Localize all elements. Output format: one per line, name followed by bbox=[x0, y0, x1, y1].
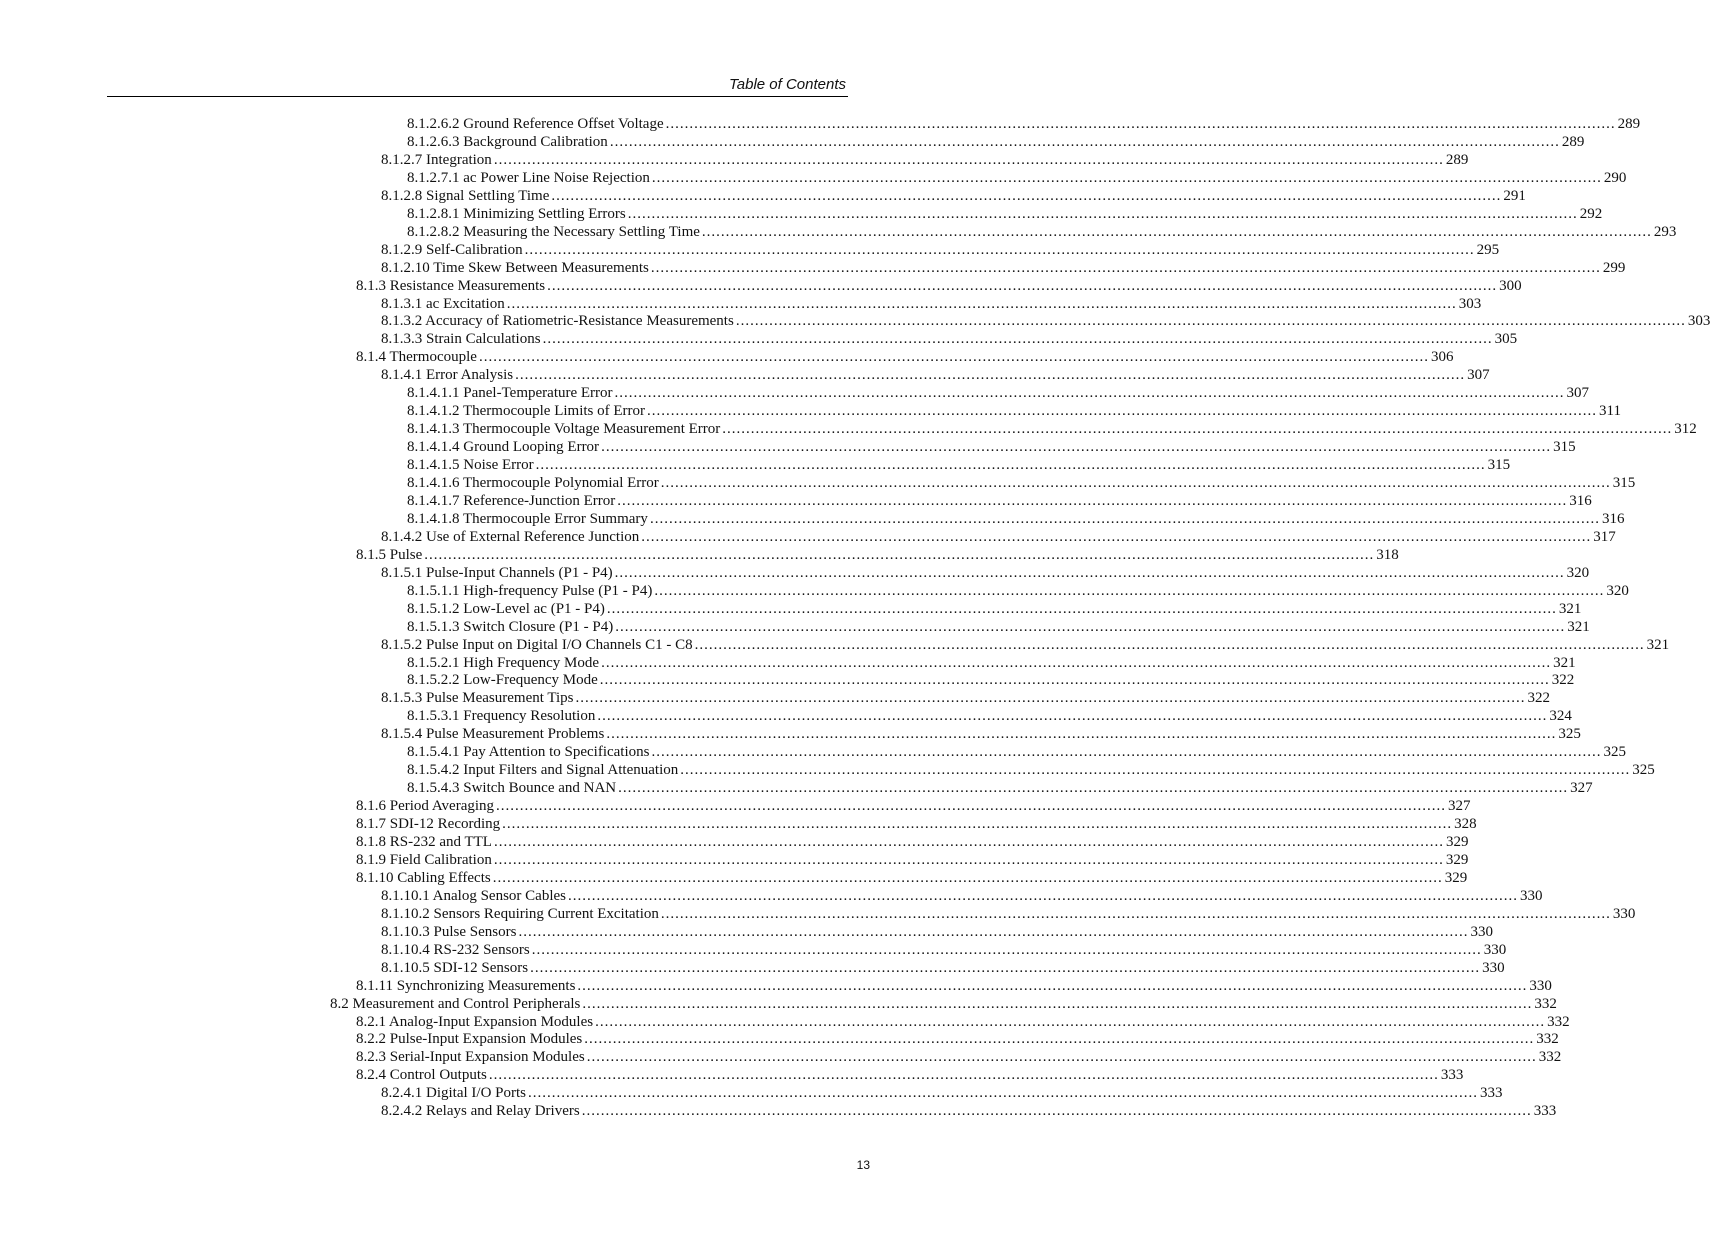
toc-entry[interactable] bbox=[407, 671, 1575, 689]
toc-entry-page: 321 bbox=[1558, 600, 1582, 617]
toc-entry-title: 8.1.10.5 SDI-12 Sensors bbox=[381, 959, 529, 976]
toc-entry[interactable] bbox=[407, 474, 1636, 492]
toc-entry-title: 8.1.2.9 Self-Calibration bbox=[381, 241, 523, 258]
toc-entry[interactable] bbox=[407, 384, 1590, 402]
dot-leader: ........................................................................................................................................................................................................ bbox=[493, 834, 1444, 850]
toc-entry-title: 8.1.9 Field Calibration bbox=[356, 851, 492, 868]
toc-entry[interactable] bbox=[381, 905, 1636, 923]
toc-entry[interactable] bbox=[407, 438, 1576, 456]
toc-entry[interactable] bbox=[407, 761, 1655, 779]
dot-leader: ........................................................................................................................................................................................................ bbox=[735, 313, 1686, 330]
toc-entry-page: 321 bbox=[1567, 618, 1590, 635]
toc-entry-page: 299 bbox=[1602, 259, 1626, 276]
toc-entry-title: 8.1.4.1.4 Ground Looping Error bbox=[407, 439, 600, 456]
toc-entry-page: 315 bbox=[1553, 439, 1576, 456]
toc-entry[interactable] bbox=[381, 528, 1616, 546]
dot-leader: ........................................................................................................................................................................................................ bbox=[547, 277, 1498, 294]
toc-entry-title: 8.1.11 Synchronizing Measurements bbox=[356, 977, 576, 994]
toc-entry-title: 8.2.3 Serial-Input Expansion Modules bbox=[356, 1049, 585, 1066]
dot-leader: ........................................................................................................................................................................................................ bbox=[528, 1085, 1478, 1102]
toc-entry[interactable] bbox=[381, 330, 1518, 348]
dot-leader: ........................................................................................................................................................................................................ bbox=[660, 905, 1611, 922]
dot-leader: ........................................................................................................................................................................................................ bbox=[530, 959, 1481, 976]
toc-entry-page: 322 bbox=[1551, 672, 1575, 689]
toc-entry-page: 324 bbox=[1549, 708, 1572, 725]
toc-entry[interactable] bbox=[381, 941, 1507, 959]
dot-leader: ........................................................................................................................................................................................................ bbox=[599, 672, 1550, 689]
toc-entry-title: 8.1.5.2 Pulse Input on Digital I/O Channels C1 - C8 bbox=[381, 636, 693, 653]
toc-entry-page: 321 bbox=[1646, 636, 1670, 653]
dot-leader: ........................................................................................................................................................................................................ bbox=[493, 851, 1444, 868]
dot-leader: ........................................................................................................................................................................................................ bbox=[496, 798, 1447, 815]
toc-entry[interactable] bbox=[356, 833, 1469, 851]
toc-entry-title: 8.1.5.3.1 Frequency Resolution bbox=[407, 708, 596, 725]
toc-entry[interactable] bbox=[407, 600, 1582, 618]
dot-leader: ........................................................................................................................................................................................................ bbox=[614, 564, 1565, 581]
dot-leader: ........................................................................................................................................................................................................ bbox=[606, 600, 1557, 617]
dot-leader: ........................................................................................................................................................................................................ bbox=[502, 816, 1453, 833]
toc-entry-page: 329 bbox=[1444, 869, 1468, 886]
toc-entry[interactable] bbox=[356, 1013, 1570, 1031]
dot-leader: ........................................................................................................................................................................................................ bbox=[582, 995, 1533, 1012]
dot-leader: ........................................................................................................................................................................................................ bbox=[535, 457, 1486, 474]
toc-entry[interactable] bbox=[407, 205, 1603, 223]
toc-entry-title: 8.1.3.1 ac Excitation bbox=[381, 295, 505, 312]
dot-leader: ........................................................................................................................................................................................................ bbox=[614, 385, 1565, 402]
toc-entry-title: 8.2 Measurement and Control Peripherals bbox=[330, 995, 581, 1012]
toc-entry[interactable] bbox=[381, 689, 1551, 707]
toc-entry-title: 8.1.5.2.1 High Frequency Mode bbox=[407, 654, 600, 671]
toc-entry-page: 325 bbox=[1603, 744, 1626, 761]
dot-leader: ........................................................................................................................................................................................................ bbox=[424, 546, 1375, 563]
dot-leader: ........................................................................................................................................................................................................ bbox=[647, 403, 1598, 420]
toc-entry[interactable] bbox=[407, 582, 1629, 600]
toc-entry-title: 8.1.5.4.1 Pay Attention to Specifications bbox=[407, 744, 650, 761]
toc-entry-page: 316 bbox=[1569, 492, 1592, 509]
toc-entry-page: 333 bbox=[1533, 1103, 1557, 1120]
toc-entry-title: 8.2.4.2 Relays and Relay Drivers bbox=[381, 1103, 580, 1120]
toc-entry-title: 8.2.2 Pulse-Input Expansion Modules bbox=[356, 1031, 583, 1048]
dot-leader: ........................................................................................................................................................................................................ bbox=[597, 708, 1548, 725]
toc-entry-title: 8.1.7 SDI-12 Recording bbox=[356, 816, 501, 833]
toc-entry[interactable] bbox=[407, 743, 1626, 761]
dot-leader: ........................................................................................................................................................................................................ bbox=[488, 1067, 1439, 1084]
toc-entry[interactable] bbox=[356, 1048, 1562, 1066]
toc-entry-page: 330 bbox=[1520, 887, 1543, 904]
toc-entry[interactable] bbox=[356, 977, 1552, 995]
toc-entry-title: 8.1.5 Pulse bbox=[356, 546, 423, 563]
toc-entry-page: 320 bbox=[1566, 564, 1590, 581]
dot-leader: ........................................................................................................................................................................................................ bbox=[531, 941, 1482, 958]
toc-entry-page: 291 bbox=[1503, 187, 1526, 204]
toc-entry-title: 8.1.4.1.5 Noise Error bbox=[407, 457, 534, 474]
toc-entry-title: 8.2.4 Control Outputs bbox=[356, 1067, 487, 1084]
dot-leader: ........................................................................................................................................................................................................ bbox=[615, 618, 1566, 635]
dot-leader: ........................................................................................................................................................................................................ bbox=[577, 977, 1528, 994]
toc-entry-page: 316 bbox=[1601, 510, 1625, 527]
dot-leader: ........................................................................................................................................................................................................ bbox=[606, 726, 1557, 743]
dot-leader: ........................................................................................................................................................................................................ bbox=[609, 133, 1560, 150]
dot-leader: ........................................................................................................................................................................................................ bbox=[641, 528, 1592, 545]
dot-leader: ........................................................................................................................................................................................................ bbox=[478, 349, 1429, 366]
dot-leader: ........................................................................................................................................................................................................ bbox=[506, 295, 1457, 312]
toc-entry-page: 333 bbox=[1480, 1085, 1503, 1102]
toc-entry-page: 317 bbox=[1593, 528, 1616, 545]
dot-leader: ........................................................................................................................................................................................................ bbox=[617, 492, 1568, 509]
toc-entry-page: 330 bbox=[1470, 923, 1493, 940]
toc-entry-page: 325 bbox=[1632, 762, 1655, 779]
dot-leader: ........................................................................................................................................................................................................ bbox=[627, 205, 1578, 222]
dot-leader: ........................................................................................................................................................................................................ bbox=[492, 869, 1443, 886]
toc-entry-title: 8.1.2.6.2 Ground Reference Offset Voltage bbox=[407, 116, 664, 132]
toc-entry-page: 330 bbox=[1483, 941, 1507, 958]
dot-leader: ........................................................................................................................................................................................................ bbox=[650, 259, 1601, 276]
toc-entry[interactable] bbox=[381, 366, 1490, 384]
dot-leader: ........................................................................................................................................................................................................ bbox=[542, 331, 1493, 348]
toc-entry-title: 8.1.10.3 Pulse Sensors bbox=[381, 923, 517, 940]
toc-entry[interactable] bbox=[381, 295, 1482, 313]
toc-entry-title: 8.1.8 RS-232 and TTL bbox=[356, 834, 492, 850]
dot-leader: ........................................................................................................................................................................................................ bbox=[722, 421, 1673, 438]
toc-entry-title: 8.1.2.7 Integration bbox=[381, 151, 492, 168]
toc-entry-page: 325 bbox=[1558, 726, 1581, 743]
toc-entry-page: 318 bbox=[1376, 546, 1399, 563]
toc-entry-title: 8.1.5.1 Pulse-Input Channels (P1 - P4) bbox=[381, 564, 613, 581]
toc-entry-title: 8.1.4.1.2 Thermocouple Limits of Error bbox=[407, 403, 646, 420]
toc-entry-title: 8.1.5.2.2 Low-Frequency Mode bbox=[407, 672, 598, 689]
toc-entry[interactable] bbox=[356, 851, 1469, 869]
dot-leader: ........................................................................................................................................................................................................ bbox=[581, 1103, 1532, 1120]
toc-entry-title: 8.1.10.4 RS-232 Sensors bbox=[381, 941, 530, 958]
toc-entry-page: 289 bbox=[1445, 151, 1469, 168]
toc-entry[interactable] bbox=[356, 546, 1399, 564]
toc-entry-page: 307 bbox=[1566, 385, 1590, 402]
toc-entry[interactable] bbox=[407, 420, 1697, 438]
toc-entry-page: 320 bbox=[1606, 582, 1629, 599]
dot-leader: ........................................................................................................................................................................................................ bbox=[524, 241, 1475, 258]
running-header-title: Table of Contents bbox=[728, 76, 846, 93]
toc-entry[interactable] bbox=[356, 815, 1477, 833]
dot-leader: ........................................................................................................................................................................................................ bbox=[701, 223, 1652, 240]
toc-entry-title: 8.1.3.2 Accuracy of Ratiometric-Resistance Measurements bbox=[381, 313, 734, 330]
header-divider bbox=[107, 96, 848, 97]
toc-entry[interactable] bbox=[356, 348, 1454, 366]
toc-entry-page: 303 bbox=[1687, 313, 1710, 330]
toc-entry-title: 8.1.5.3 Pulse Measurement Tips bbox=[381, 690, 574, 707]
dot-leader: ........................................................................................................................................................................................................ bbox=[595, 1013, 1546, 1030]
toc-entry-page: 322 bbox=[1527, 690, 1551, 707]
toc-entry-title: 8.1.6 Period Averaging bbox=[356, 798, 495, 815]
toc-entry[interactable] bbox=[356, 277, 1522, 295]
toc-entry-page: 289 bbox=[1617, 116, 1641, 132]
toc-entry-title: 8.1.2.8.1 Minimizing Settling Errors bbox=[407, 205, 626, 222]
toc-entry-title: 8.2.4.1 Digital I/O Ports bbox=[381, 1085, 526, 1102]
toc-entry-title: 8.1.4.1.7 Reference-Junction Error bbox=[407, 492, 616, 509]
dot-leader: ........................................................................................................................................................................................................ bbox=[654, 582, 1605, 599]
toc-entry-title: 8.1.10 Cabling Effects bbox=[356, 869, 491, 886]
toc-entry[interactable] bbox=[356, 797, 1471, 815]
toc-entry-title: 8.1.5.4 Pulse Measurement Problems bbox=[381, 726, 605, 743]
toc-entry[interactable] bbox=[381, 1084, 1503, 1102]
toc-entry[interactable] bbox=[356, 869, 1468, 887]
toc-entry-page: 330 bbox=[1529, 977, 1552, 994]
toc-entry[interactable] bbox=[381, 187, 1526, 205]
dot-leader: ........................................................................................................................................................................................................ bbox=[568, 887, 1518, 904]
toc-entry-title: 8.1.4.1.6 Thermocouple Polynomial Error bbox=[407, 475, 659, 491]
toc-entry[interactable] bbox=[407, 779, 1593, 797]
dot-leader: ........................................................................................................................................................................................................ bbox=[651, 744, 1602, 761]
toc-entry-title: 8.1.5.1.2 Low-Level ac (P1 - P4) bbox=[407, 600, 605, 617]
dot-leader: ........................................................................................................................................................................................................ bbox=[601, 439, 1552, 456]
toc-entry-page: 293 bbox=[1653, 223, 1677, 240]
toc-entry[interactable] bbox=[381, 241, 1500, 259]
toc-entry[interactable] bbox=[407, 223, 1677, 241]
toc-entry-page: 300 bbox=[1499, 277, 1522, 294]
toc-entry-page: 332 bbox=[1538, 1049, 1562, 1066]
toc-entry-page: 329 bbox=[1445, 834, 1469, 850]
toc-entry[interactable] bbox=[407, 654, 1576, 672]
toc-entry-page: 328 bbox=[1454, 816, 1477, 833]
dot-leader: ........................................................................................................................................................................................................ bbox=[601, 654, 1552, 671]
dot-leader: ........................................................................................................................................................................................................ bbox=[586, 1049, 1537, 1066]
toc-entry-page: 327 bbox=[1570, 780, 1593, 797]
toc-entry[interactable] bbox=[407, 492, 1592, 510]
toc-entry-title: 8.1.5.1.3 Switch Closure (P1 - P4) bbox=[407, 618, 614, 635]
dot-leader: ........................................................................................................................................................................................................ bbox=[575, 690, 1526, 707]
toc-entry[interactable] bbox=[381, 725, 1581, 743]
dot-leader: ........................................................................................................................................................................................................ bbox=[651, 169, 1602, 186]
toc-entry-page: 303 bbox=[1458, 295, 1482, 312]
toc-entry-title: 8.1.2.6.3 Background Calibration bbox=[407, 133, 608, 150]
toc-entry[interactable] bbox=[381, 959, 1505, 977]
toc-entry[interactable] bbox=[407, 402, 1621, 420]
toc-entry-title: 8.1.4.1 Error Analysis bbox=[381, 367, 514, 384]
dot-leader: ........................................................................................................................................................................................................ bbox=[551, 187, 1502, 204]
toc-entry[interactable] bbox=[407, 707, 1572, 725]
dot-leader: ........................................................................................................................................................................................................ bbox=[694, 636, 1645, 653]
toc-entry-page: 312 bbox=[1674, 421, 1697, 438]
toc-entry[interactable] bbox=[407, 115, 1641, 133]
toc-entry[interactable] bbox=[356, 1066, 1464, 1084]
toc-entry-title: 8.1.2.7.1 ac Power Line Noise Rejection bbox=[407, 169, 650, 186]
toc-entry[interactable] bbox=[381, 1102, 1557, 1120]
toc-entry-page: 311 bbox=[1599, 403, 1621, 420]
page-number: 13 bbox=[856, 1158, 870, 1172]
toc-entry-page: 329 bbox=[1445, 851, 1469, 868]
toc-entry-page: 306 bbox=[1430, 349, 1454, 366]
toc-entry[interactable] bbox=[381, 887, 1543, 905]
toc-entry-title: 8.1.3.3 Strain Calculations bbox=[381, 331, 541, 348]
toc-entry-title: 8.1.4.1.1 Panel-Temperature Error bbox=[407, 385, 613, 402]
toc-entry-page: 290 bbox=[1603, 169, 1627, 186]
toc-entry-title: 8.1.4.1.3 Thermocouple Voltage Measurement Error bbox=[407, 421, 721, 438]
dot-leader: ........................................................................................................................................................................................................ bbox=[584, 1031, 1535, 1048]
toc-entry-page: 292 bbox=[1579, 205, 1603, 222]
toc-entry[interactable] bbox=[330, 995, 1557, 1013]
toc-entry-page: 315 bbox=[1487, 457, 1511, 474]
toc-entry-title: 8.1.3 Resistance Measurements bbox=[356, 277, 546, 294]
toc-entry[interactable] bbox=[381, 151, 1469, 169]
toc-entry-page: 330 bbox=[1482, 959, 1505, 976]
toc-entry[interactable] bbox=[407, 456, 1511, 474]
toc-entry-page: 289 bbox=[1561, 133, 1585, 150]
toc-entry-page: 332 bbox=[1534, 995, 1557, 1012]
dot-leader: ........................................................................................................................................................................................................ bbox=[660, 475, 1611, 491]
toc-entry[interactable] bbox=[381, 636, 1670, 654]
dot-leader: ........................................................................................................................................................................................................ bbox=[618, 780, 1569, 797]
toc-entry[interactable] bbox=[407, 133, 1585, 151]
toc-entry[interactable] bbox=[407, 169, 1627, 187]
toc-entry-title: 8.1.2.8 Signal Settling Time bbox=[381, 187, 550, 204]
toc-entry-title: 8.1.5.4.2 Input Filters and Signal Attenuation bbox=[407, 762, 679, 779]
dot-leader: ........................................................................................................................................................................................................ bbox=[493, 151, 1444, 168]
toc-entry[interactable] bbox=[407, 510, 1625, 528]
dot-leader: ........................................................................................................................................................................................................ bbox=[518, 923, 1469, 940]
toc-entry-title: 8.1.4.2 Use of External Reference Junction bbox=[381, 528, 640, 545]
dot-leader: ........................................................................................................................................................................................................ bbox=[680, 762, 1631, 779]
toc-entry-page: 305 bbox=[1494, 331, 1518, 348]
toc-entry-title: 8.1.4.1.8 Thermocouple Error Summary bbox=[407, 510, 648, 527]
toc-entry-page: 330 bbox=[1612, 905, 1636, 922]
toc-entry-page: 321 bbox=[1553, 654, 1576, 671]
toc-entry-title: 8.1.2.10 Time Skew Between Measurements bbox=[381, 259, 649, 276]
toc-entry-title: 8.2.1 Analog-Input Expansion Modules bbox=[356, 1013, 594, 1030]
toc-entry[interactable] bbox=[381, 564, 1590, 582]
toc-entry-title: 8.1.4 Thermocouple bbox=[356, 349, 477, 366]
toc-entry[interactable] bbox=[381, 312, 1710, 330]
toc-entry-title: 8.1.10.2 Sensors Requiring Current Excitation bbox=[381, 905, 659, 922]
dot-leader: ........................................................................................................................................................................................................ bbox=[515, 367, 1466, 384]
toc-entry-page: 332 bbox=[1547, 1013, 1570, 1030]
toc-entry-title: 8.1.10.1 Analog Sensor Cables bbox=[381, 887, 566, 904]
toc-entry-title: 8.1.5.1.1 High-frequency Pulse (P1 - P4) bbox=[407, 582, 653, 599]
toc-entry-page: 295 bbox=[1476, 241, 1500, 258]
toc-entry-title: 8.1.5.4.3 Switch Bounce and NAN bbox=[407, 780, 617, 797]
toc-entry-page: 315 bbox=[1612, 475, 1636, 491]
dot-leader: ........................................................................................................................................................................................................ bbox=[649, 510, 1600, 527]
toc-entry[interactable] bbox=[381, 923, 1493, 941]
toc-entry[interactable] bbox=[356, 1030, 1559, 1048]
toc-entry-page: 327 bbox=[1448, 798, 1471, 815]
toc-entry[interactable] bbox=[407, 618, 1590, 636]
toc-entry-page: 332 bbox=[1536, 1031, 1559, 1048]
toc-entry-title: 8.1.2.8.2 Measuring the Necessary Settling Time bbox=[407, 223, 700, 240]
toc-entry-page: 307 bbox=[1467, 367, 1490, 384]
toc-entry-page: 333 bbox=[1440, 1067, 1464, 1084]
toc-entry[interactable] bbox=[381, 259, 1626, 277]
dot-leader: ........................................................................................................................................................................................................ bbox=[665, 116, 1616, 132]
